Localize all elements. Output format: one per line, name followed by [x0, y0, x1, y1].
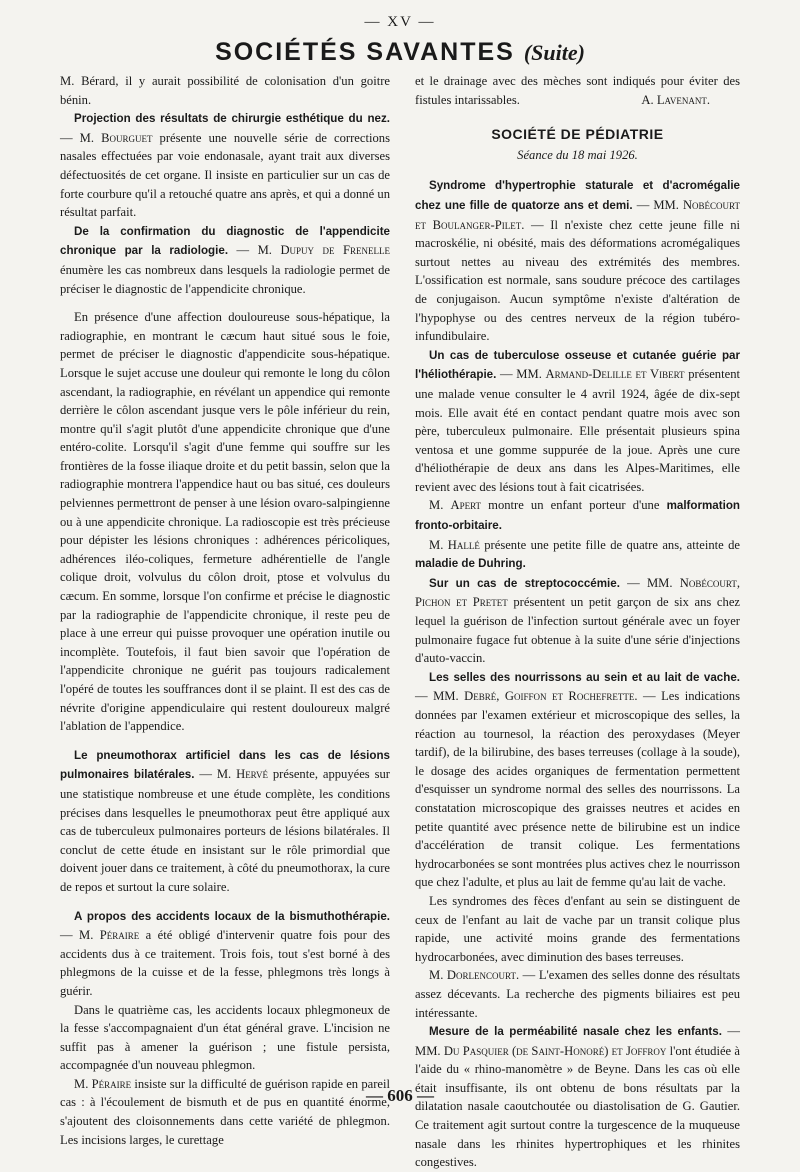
title-suite: (Suite): [523, 40, 585, 65]
dash: — M.: [60, 928, 100, 943]
article-text: et le drainage avec des mèches sont indiqués pour éviter des fistules intarissables.: [415, 74, 740, 107]
article-text: présente une petite fille de quatre ans, atteinte de: [479, 537, 741, 552]
article-title: Syndrome d'hypertrophie staturale et d'acromégalie chez une fille de quatorze ans et demi.: [415, 179, 740, 212]
dash: — MM.: [415, 689, 465, 704]
article-text: . — L'examen des selles donne des résultats assez décevants. La recherche des pigments biliaires est peu intéressante.: [415, 968, 741, 1020]
right-paragraph-5: [415, 536, 740, 574]
article-text: l'ont étudiée à l'aide du « rhino-manomètre » de Beyne. Dans les cas où elle était insuffisante, ils ont obtenu de bons résultats par la dilatation nasale caoutchoutée ou diastolisation de G. Gautier. Ce traitement agit surtout contre la turgescence de la muqueuse nasale dans les rhinites hypertrophiques et les rhinites congestives.: [415, 1043, 741, 1170]
author-name: Péraire: [91, 1076, 132, 1091]
article-text: . — Il n'existe chez cette jeune fille ni macroskélie, ni obésité, mais des déformations acromégaliques surtout nettes au niveau des extrémités des membres. L'ossification est normale, sans soudure précoce des cartilages de conjugaison. Aucun symptôme n'existe d'altération de l'hypophyse ou des centres nerveux de la région tubéro-infundibulaire.: [415, 217, 740, 344]
article-text: montre un enfant porteur d'une: [481, 498, 667, 513]
article-title: Le pneumothorax artificiel dans les cas de lésions pulmonaires bilatérales.: [60, 748, 390, 782]
article-text: présentent un petit garçon de six ans chez lequel la guérison de l'infection surtout générale avec un foyer pulmonaire fugace fut obtenue à la suite d'une série d'injections d'auto-vaccin.: [415, 595, 740, 666]
right-paragraph-6: [415, 574, 740, 668]
lead: M.: [429, 537, 448, 552]
article-title: A propos des accidents locaux de la bismuthothérapie.: [74, 909, 390, 923]
author-name: Apert: [450, 498, 482, 513]
author-name: Debré, Goiffon et Rochefrette: [464, 689, 635, 704]
article-title: Les selles des nourrissons au sein et au lait de vache.: [429, 670, 740, 684]
author-name: Nobécourt, Pichon et Pretet: [415, 575, 740, 610]
left-paragraph-7: Dans le quatrième cas, les accidents locaux phlegmoneux de la fesse s'accompagnaient d'un état général grave. L'incision ne suffit pas à amener la guérison ; une fistule persista, accompagnée d'un nouveau phlegmon.: [60, 1002, 390, 1073]
article-title: Mesure de la perméabilité nasale chez les enfants.: [429, 1025, 722, 1039]
author-name: Hervé: [236, 767, 268, 782]
author-name: Du Pasquier (de Saint-Honoré) et Joffroy: [443, 1043, 667, 1058]
left-paragraph-3: [60, 222, 390, 298]
dash: — MM.: [496, 367, 546, 382]
right-paragraph-2: [415, 176, 740, 345]
author-name: Hallé: [447, 537, 480, 552]
article-title: malformation fronto-orbitaire.: [415, 499, 740, 533]
article-title: Sur un cas de streptococcémie.: [429, 576, 620, 590]
article-title: maladie de Duhring.: [415, 557, 526, 571]
left-paragraph-4: En présence d'une affection douloureuse sous-hépatique, la radiographie, en montrant le cæcum haut situé sous le foie, permet de préciser le diagnostic d'appendicite sous-hépatique. Lorsque le sujet accuse une douleur qui remonte le long du côlon ascendant, la radiographie, en révélant un appendice qui remonte derrière le côlon ascendant jusque vers le pôle inférieur du rein, montre qu'il s'agit plutôt d'une appendicite chronique que d'une entéro-colite. Lorsqu'il s'agit d'une femme qui souffre sur les frontières de la fosse iliaque droite et du petit bassin, selon que la radiographie montrera l'appendice haut ou bas situé, ces douleurs pelviennes permettront de penser à une lésion ovaro-salpingienne ou à une appendicite chronique. La radioscopie est très précieuse pour dépister les lésions chroniques : adhérences péricoliques, adhérences iléo-coliques, fermeture adhérentielle de l'angle colique droit, volvulus du côlon droit, ptose et volvulus du cæcum. En somme, lorsque l'on confirme et précise le diagnostic par la radiographie de l'appendicite chronique, il reste peu de place à une erreur qui puisse provoquer une opération inutile ou incomplète. Toutefois, il faut bien savoir que l'opération de l'appendicite chronique ne guérit pas toujours radicalement l'opéré de toutes les souffrances dont il se plaint. Il est des cas de névrite d'origine appendiculaire qui restent douloureux malgré l'ablation de l'appendice.: [60, 310, 390, 734]
right-paragraph-7: [415, 668, 740, 892]
left-paragraph-6: [60, 907, 390, 1001]
article-text: présentent une malade venue consulter le 4 avril 1924, âgée de dix-sept mois. Elle avait été en contact pendant quatre mois avec son père, tuberculeux pulmonaire. Elle présentait plusieurs spina ventosa et une gomme suppurée de la joue. Après une cure d'héliothérapie de deux ans dans les Alpes-Maritimes, elle revient avec des lésions tout à fait cicatrisées.: [415, 367, 740, 494]
dash: — M.: [228, 243, 281, 258]
lead: M.: [74, 1076, 92, 1091]
article-title: De la confirmation du diagnostic de l'appendicite chronique par la radiologie.: [60, 224, 390, 258]
article-text: . — Les indications données par l'examen extérieur et microscopique des selles, la réaction au tournesol, la réaction des peroxydases (Meyer tardif), de la bilirubine, des bases terreuses (collage à la soude), le dosage des acides organiques de fermentation permettent d'esquisser un syndrome normal des selles des nourrissons. La constatation microscopique des graisses neutres et acides en petite quantité avec présence nette de bilirubine est un indice d'accélération de transit colique. Les fermentations hydrocarbonées se sont montrées plus actives chez le nourrisson que chez l'adulte, et plus au lait de femme qu'au lait de vache.: [415, 689, 741, 890]
right-paragraph-1: [415, 72, 740, 109]
right-paragraph-4: [415, 496, 740, 535]
page-number: — 606 —: [366, 1086, 434, 1105]
author-name: Armand-Delille et Vibert: [545, 367, 685, 382]
right-paragraph-9: [415, 966, 740, 1022]
dash: — MM.: [415, 1024, 740, 1058]
dash: — M.: [60, 130, 102, 145]
left-paragraph-5: [60, 746, 390, 897]
article-title: Un cas de tuberculose osseuse et cutanée guérie par l'héliothérapie.: [415, 348, 740, 382]
author-name: Dorlencourt: [446, 968, 516, 983]
page-title: [0, 38, 800, 67]
author-name: Bourguet: [101, 130, 153, 145]
author-name: Nobécourt et Boulanger-Pilet: [415, 197, 740, 232]
author-name: Péraire: [99, 928, 140, 943]
left-paragraph-2: [60, 109, 390, 222]
section-date: Séance du 18 mai 1926.: [517, 147, 638, 162]
article-text: a été obligé d'intervenir quatre fois pour des accidents dus à ce traitement. Trois fois, tout s'est borné à des phlegmons de la cuisse et de la fesse, phlegmons très longs à guérir.: [60, 928, 390, 998]
right-paragraph-3: [415, 346, 740, 497]
left-paragraph-1: M. Bérard, il y aurait possibilité de colonisation d'un goitre bénin.: [60, 74, 390, 107]
title-main: SOCIÉTÉS SAVANTES: [215, 38, 515, 66]
article-text: présente une nouvelle série de corrections nasales effectuées par voie endonasale, ayant trait aux diverses défectuosités de cet organe. Il insiste en particulier sur un cas de forte courbure qu'il a retouché quatre ans après, et qui a donné un résultat parfait.: [60, 130, 390, 220]
article-text: énumère les cas nombreux dans lesquels la radiologie permet de préciser le diagnostic de l'appendicite chronique.: [60, 262, 390, 296]
author-name: Dupuy de Frenelle: [280, 243, 390, 258]
page-roman-numeral: — XV —: [364, 14, 436, 30]
dash: — MM.: [632, 197, 683, 212]
dash: — MM.: [619, 575, 680, 590]
article-text: insiste sur la difficulté de guérison rapide en pareil cas : à l'écoulement de bismuth et de pus en quantité énorme, s'ajoutent des cloisonnements dans cette variété de phlegmon. Les incisions larges, le curettage: [60, 1076, 390, 1147]
article-title: Projection des résultats de chirurgie esthétique du nez.: [74, 112, 390, 126]
section-title: SOCIÉTÉ DE PÉDIATRIE: [491, 126, 664, 143]
left-column: [60, 72, 390, 1149]
article-text: présente, appuyées sur une statistique nombreuse et une étude complète, les conditions précises dans lesquelles le pneumothorax peut être appliqué aux cas de tuberculeux pulmonaires porteurs de lésions bilatérales. Il conclut de cette étude en insistant sur le rôle primordial que doivent jouer dans ce traitement, à côté du pneumothorax, la cure de repos et surtout la cure solaire.: [60, 767, 390, 894]
right-paragraph-8: Les syndromes des fèces d'enfant au sein se distinguent de ceux de l'enfant au lait de vache par un transit colique plus rapide, une activité moins grande des fermentations hydrocarbonées, avec diminution des bases terreuses.: [415, 893, 740, 964]
signature: A. Lavenant.: [641, 92, 710, 107]
lead: M.: [429, 498, 451, 513]
lead: M.: [429, 968, 447, 983]
right-column: [415, 72, 740, 1172]
dash: — M.: [194, 767, 237, 782]
